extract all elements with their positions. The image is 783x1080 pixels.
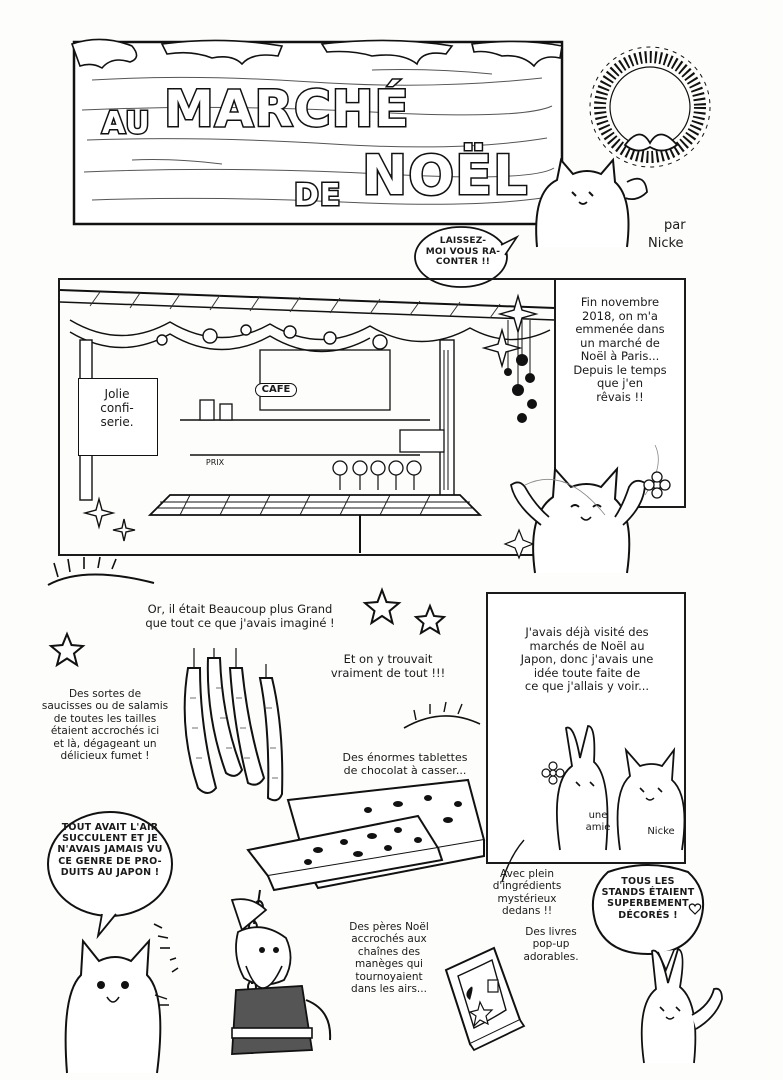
- caption-bigger: Or, il était Beaucoup plus Grand que tout ce que j'avais imaginé !: [145, 602, 335, 630]
- bubble-intro-text: LAISSEZ- MOI VOUS RA- CONTER !!: [425, 236, 501, 268]
- title-noel: NOËL: [362, 144, 529, 207]
- pointer-line: [498, 836, 528, 886]
- star-icon: [414, 604, 446, 636]
- sparkle-icon: [112, 518, 136, 542]
- caption-santas: Des pères Noël accrochés aux chaînes des manèges qui tournoyaient dans les airs...: [349, 921, 429, 995]
- cat-with-wreath: [527, 142, 637, 252]
- caption-chocolate: Des énormes tablettes de chocolat à casser...: [342, 751, 468, 777]
- flower-icon: [542, 762, 564, 784]
- flower-icon: [644, 472, 670, 498]
- shop-price-sign: PRIX: [205, 458, 225, 467]
- caption-sausages: Des sortes de saucisses ou de salamis de toutes les tailles étaient accrochés ici et là, dégageant un délicieux fumet !: [41, 688, 169, 762]
- dash-lines-decoration: [44, 555, 164, 595]
- caption-confiserie: Jolie confi- serie.: [100, 387, 134, 430]
- sparkle-icon: [84, 498, 114, 528]
- bubble-succulent-text: TOUT AVAIT L'AIR SUCCULENT ET JE N'AVAIS JAMAIS VU CE GENRE DE PRO- DUITS AU JAPON !: [57, 822, 163, 878]
- santa-on-chain: [222, 890, 352, 1060]
- title-de: DE: [294, 178, 342, 213]
- star-icon: [49, 632, 85, 668]
- caption-japan: J'avais déjà visité des marchés de Noël au Japon, donc j'avais une idée toute faite de ce que j'allais y voir...: [520, 625, 654, 694]
- cat-cheering: [505, 455, 655, 575]
- caption-arrival: Fin novembre 2018, on m'a emmenée dans un marché de Noël à Paris... Depuis le temps que j'en rêvais !!: [573, 295, 667, 404]
- chocolate-slabs-drawing: [248, 780, 488, 900]
- shop-sign-cafe: CAFE: [255, 383, 297, 397]
- bubble-stands-text: TOUS LES STANDS ÉTAIENT SUPERBEMENT DÉCORÉS !: [601, 876, 695, 921]
- hand-lines-decoration: [402, 700, 482, 730]
- dash-lines-decoration: [150, 920, 190, 980]
- caption-books: Des livres pop-up adorables.: [523, 926, 579, 963]
- sparkle-icon: [482, 328, 522, 368]
- title-au: AU: [102, 106, 151, 141]
- title-sign: [72, 40, 564, 226]
- label-nicke: Nicke: [647, 826, 675, 837]
- rabbit-waving: [630, 945, 740, 1065]
- popup-book-drawing: [440, 940, 530, 1050]
- byline-par: par: [664, 218, 686, 233]
- heart-icon: [688, 902, 702, 916]
- label-friend: une amie: [585, 810, 611, 833]
- star-icon: [363, 588, 401, 626]
- caption-everything: Et on y trouvait vraiment de tout !!!: [330, 652, 446, 680]
- title-marche: MARCHÉ: [164, 80, 410, 138]
- caption-ingredients: Avec plein d'ingrédients mystérieux dedans !!: [492, 868, 562, 918]
- byline-author: Nicke: [648, 236, 684, 251]
